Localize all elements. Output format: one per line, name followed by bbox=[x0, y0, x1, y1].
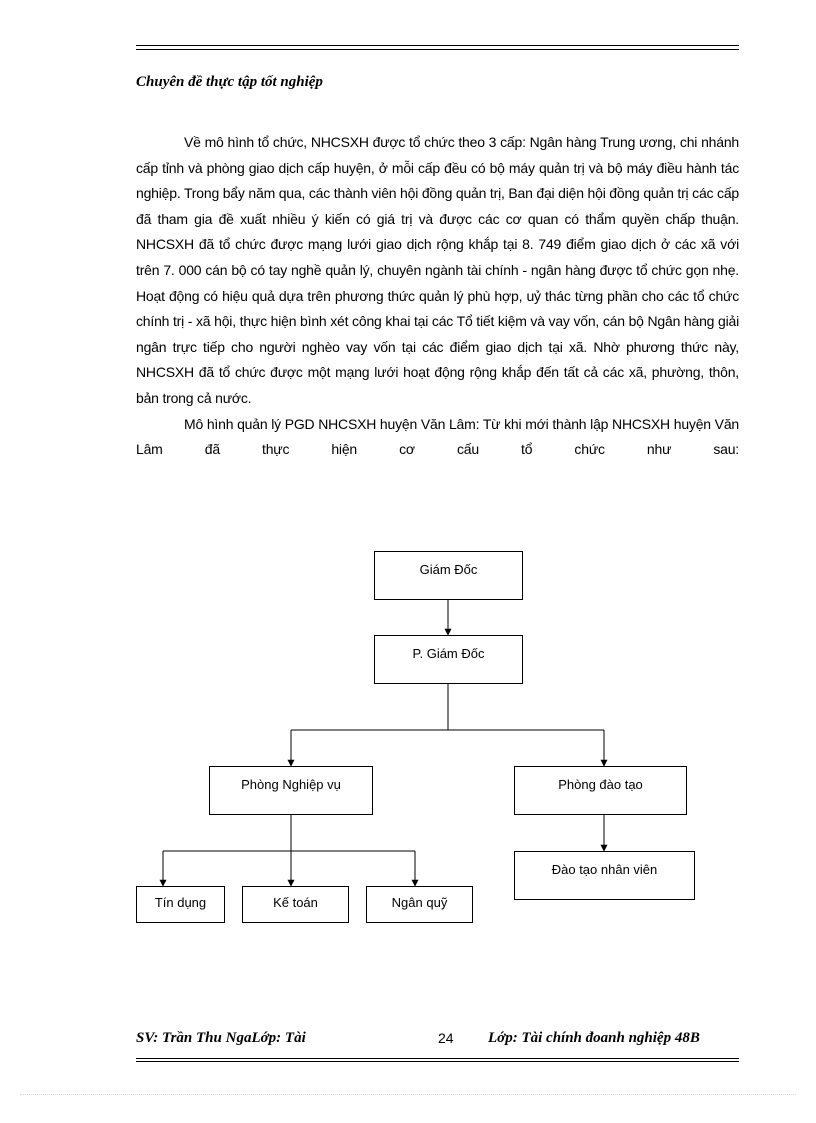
body-text bbox=[136, 130, 739, 463]
org-box-operations-dept: Phòng Nghiệp vụ bbox=[209, 766, 373, 815]
footer-class-name: Lớp: Tài chính đoanh nghiệp 48B bbox=[488, 1030, 700, 1046]
footer-page-number: 24 bbox=[438, 1030, 454, 1046]
footer-rule-top bbox=[136, 1058, 739, 1059]
header-rule-bottom bbox=[136, 49, 739, 50]
org-box-staff-training: Đào tạo nhân viên bbox=[514, 851, 695, 900]
paragraph-org-model: Về mô hình tổ chức, NHCSXH được tổ chức theo 3 cấp: Ngân hàng Trung ương, chi nhánh cấp tỉnh và phòng giao dịch cấp huyện, ở mỗi cấp đều có bộ máy quản trị và bộ máy điều hành tác nghiệp. Trong bẩy năm qua, các thành viên hội đồng quản trị, Ban đại diện hội đồng quản trị các cấp đã tham gia đề xuất nhiều ý kiến có giá trị và được các cơ quan có thẩm quyền chấp thuận. NHCSXH đã tổ chức được mạng lưới giao dịch rộng khắp tại 8. 749 điểm giao dịch ở các xã với trên 7. 000 cán bộ có tay nghề quản lý, chuyên ngành tài chính - ngân hàng được tổ chức gọn nhẹ. Hoạt động có hiệu quả dựa trên phương thức quản lý phù hợp, uỷ thác từng phần cho các tổ chức chính trị - xã hội, thực hiện bình xét công khai tại các Tổ tiết kiệm và vay vốn, cán bộ Ngân hàng giải ngân trực tiếp cho người nghèo vay vốn tại các điểm giao dịch tại xã. Nhờ phương thức này, NHCSXH đã tổ chức được một mạng lưới hoạt động rộng khắp đến tất cả các xã, phường, thôn, bản trong cả nước. bbox=[136, 134, 739, 406]
org-box-training-dept: Phòng đào tạo bbox=[514, 766, 687, 815]
org-box-director: Giám Đốc bbox=[374, 551, 523, 600]
footer-rule-bottom bbox=[136, 1061, 739, 1062]
org-box-treasury: Ngân quỹ bbox=[366, 886, 473, 923]
org-box-accounting: Kế toán bbox=[242, 886, 349, 923]
page-bottom-dotted-line bbox=[20, 1094, 796, 1095]
org-box-deputy-director: P. Giám Đốc bbox=[374, 635, 523, 684]
org-box-credit: Tín dụng bbox=[136, 886, 225, 923]
footer-student: SV: Trần Thu NgaLớp: Tài bbox=[136, 1030, 306, 1046]
header-title: Chuyên đề thực tập tốt nghiệp bbox=[136, 74, 323, 90]
paragraph-van-lam-model: Mô hình quản lý PGD NHCSXH huyện Văn Lâm: Từ khi mới thành lập NHCSXH huyện Văn Lâm đã thực hiện cơ cấu tổ chức như sau: bbox=[136, 415, 739, 458]
header-rule-top bbox=[136, 45, 739, 46]
